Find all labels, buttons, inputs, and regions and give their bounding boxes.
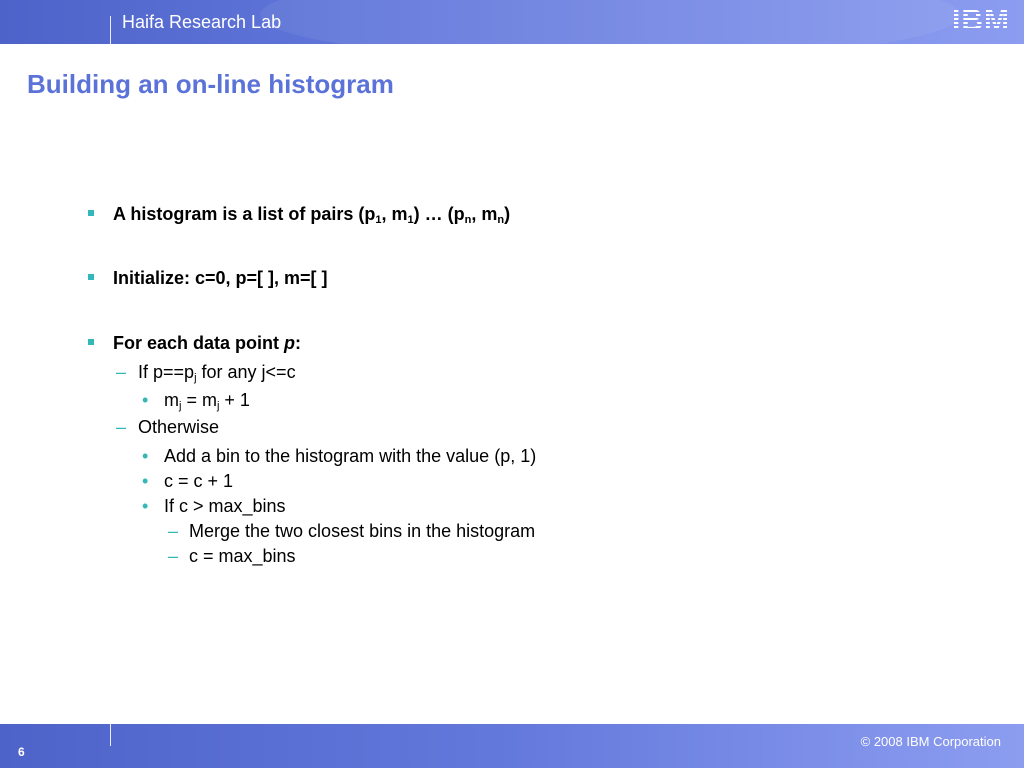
dash-bullet-icon: –	[116, 417, 127, 437]
square-bullet-icon	[88, 274, 94, 280]
slide-content: A histogram is a list of pairs ($p_1$, $m_1$) … ($p_n$, $m_n$) Initialize: c=0, p=[ ], m=[ ] For each data point p: – If $p==p_j$ for any j<=c • $m_j = m_j + 1$ – Otherwise • Add a bin to the histogram with the value (p, 1) • c = c + 1 • If c > max_bins – Merge the two closest bins in the histogram – c = max_bins	[0, 0, 1024, 768]
dot-bullet-icon: •	[142, 471, 149, 491]
dot-bullet-icon: •	[142, 496, 149, 516]
footer-bar	[0, 724, 1024, 768]
square-bullet-icon	[88, 339, 94, 345]
dot-bullet-icon: •	[142, 446, 149, 466]
dash-bullet-icon: –	[168, 521, 179, 541]
dash-bullet-icon: –	[116, 362, 127, 382]
dot-bullet-icon: •	[142, 390, 149, 410]
square-bullet-icon	[88, 210, 94, 216]
copyright: © 2008 IBM Corporation	[860, 734, 1001, 749]
ibm-logo-text: IBM	[952, 4, 1010, 37]
slide-title: Building an on-line histogram	[27, 69, 394, 99]
page-number: 6	[18, 745, 25, 759]
footer-divider	[110, 724, 111, 746]
dash-bullet-icon: –	[168, 546, 179, 566]
lab-name: Haifa Research Lab	[122, 12, 282, 32]
